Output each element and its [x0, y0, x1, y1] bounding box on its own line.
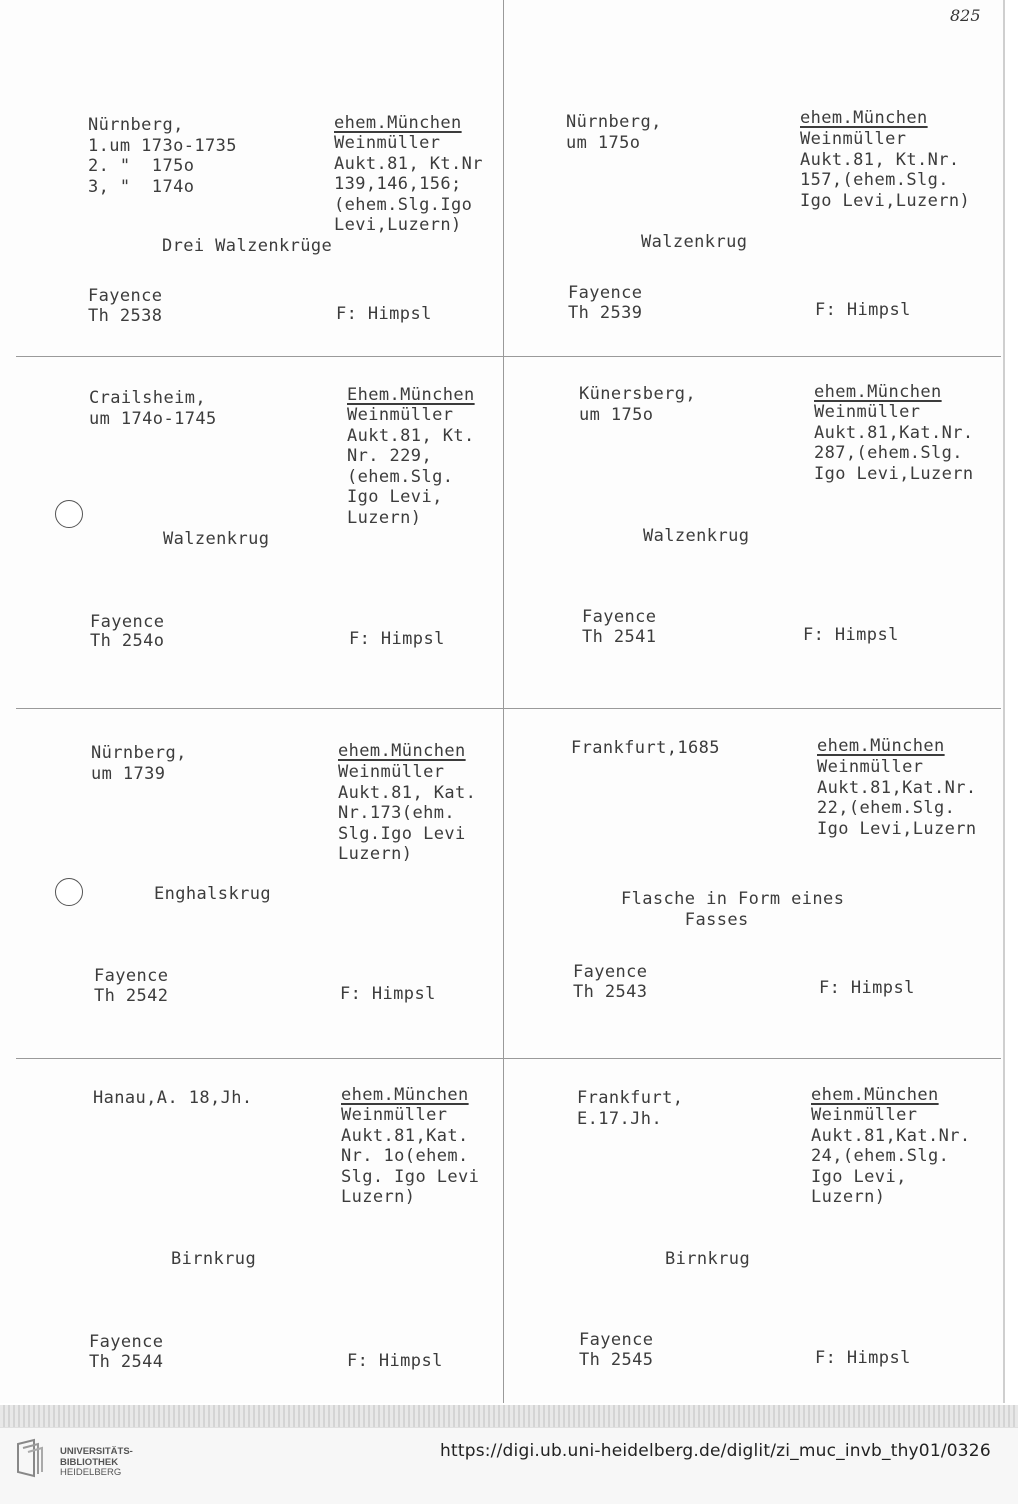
card-inventory-number: Th 2541: [582, 627, 657, 647]
card-material: Fayence: [90, 612, 165, 632]
card-source: Weinmüller Aukt.81,Kat.Nr. 287,(ehem.Slg. Igo Levi,Luzern: [814, 402, 974, 484]
card-source: Weinmüller Aukt.81,Kat. Nr. 1o(ehem. Slg. Igo Levi Luzern): [341, 1105, 480, 1207]
card-source-title: ehem.München: [811, 1085, 939, 1105]
card-photo-credit: F: Himpsl: [340, 984, 436, 1004]
card-place: Künersberg, um 175o: [579, 384, 696, 425]
card-material: Fayence: [94, 966, 169, 986]
card-place: Nürnberg, um 1739: [91, 743, 187, 784]
card-material: Fayence: [582, 607, 657, 627]
card-material: Fayence: [89, 1332, 164, 1352]
card-source-title: ehem.München: [341, 1085, 469, 1105]
card-source-title: ehem.München: [338, 741, 466, 761]
card-material: Fayence: [88, 286, 163, 306]
card-place: Frankfurt, E.17.Jh.: [577, 1088, 684, 1129]
card-photo-credit: F: Himpsl: [819, 978, 915, 998]
card-source: Weinmüller Aukt.81, Kt.Nr. 157,(ehem.Slg. Igo Levi,Luzern): [800, 129, 971, 211]
card-inventory-number: Th 2543: [573, 982, 648, 1002]
card-photo-credit: F: Himpsl: [349, 629, 445, 649]
card-place: Nürnberg, um 175o: [566, 112, 662, 153]
card-photo-credit: F: Himpsl: [336, 304, 432, 324]
card-object: Birnkrug: [665, 1249, 751, 1269]
row-divider-2: [16, 708, 1001, 709]
card-object: Walzenkrug: [641, 232, 748, 252]
card-inventory-number: Th 2542: [94, 986, 169, 1006]
card-source: Weinmüller Aukt.81, Kt. Nr. 229, (ehem.Slg. Igo Levi, Luzern): [347, 405, 475, 528]
card-source-title: ehem.München: [817, 736, 945, 756]
card-object: Walzenkrug: [643, 526, 750, 546]
card-place: Hanau,A. 18,Jh.: [93, 1088, 253, 1108]
page-number: 825: [950, 6, 981, 25]
card-photo-credit: F: Himpsl: [347, 1351, 443, 1371]
card-place: Crailsheim, um 174o-1745: [89, 388, 217, 429]
card-inventory-number: Th 2544: [89, 1352, 164, 1372]
card-inventory-number: Th 254o: [90, 631, 165, 651]
card-place: Nürnberg, 1.um 173o-1735 2. " 175o 3, " 174o: [88, 115, 237, 197]
card-photo-credit: F: Himpsl: [803, 625, 899, 645]
card-object: Walzenkrug: [163, 529, 270, 549]
page-url-link[interactable]: https://digi.ub.uni-heidelberg.de/diglit/zi_muc_invb_thy01/0326: [440, 1441, 991, 1461]
card-inventory-number: Th 2539: [568, 303, 643, 323]
card-source: Weinmüller Aukt.81,Kat.Nr. 22,(ehem.Slg. Igo Levi,Luzern: [817, 757, 977, 839]
card-place: Frankfurt,1685: [571, 738, 720, 758]
card-material: Fayence: [568, 283, 643, 303]
card-object: Enghalskrug: [154, 884, 271, 904]
card-object: Drei Walzenkrüge: [162, 236, 333, 256]
card-source-title: ehem.München: [800, 108, 928, 128]
card-source-title: Ehem.München: [347, 385, 475, 405]
library-logo-text: UNIVERSITÄTS- BIBLIOTHEK HEIDELBERG: [60, 1446, 133, 1478]
card-source-title: ehem.München: [334, 113, 462, 133]
card-photo-credit: F: Himpsl: [815, 1348, 911, 1368]
card-source: Weinmüller Aukt.81,Kat.Nr. 24,(ehem.Slg. Igo Levi, Luzern): [811, 1105, 971, 1207]
card-object: Birnkrug: [171, 1249, 257, 1269]
punch-hole: [55, 878, 83, 906]
card-material: Fayence: [573, 962, 648, 982]
card-object: Flasche in Form eines Fasses: [621, 889, 845, 930]
column-divider: [503, 0, 504, 1403]
card-source-title: ehem.München: [814, 382, 942, 402]
card-inventory-number: Th 2545: [579, 1350, 654, 1370]
row-divider-1: [16, 356, 1001, 357]
card-inventory-number: Th 2538: [88, 306, 163, 326]
card-material: Fayence: [579, 1330, 654, 1350]
library-logo-icon: [14, 1438, 52, 1478]
card-photo-credit: F: Himpsl: [815, 300, 911, 320]
card-source: Weinmüller Aukt.81, Kt.Nr 139,146,156; (ehem.Slg.Igo Levi,Luzern): [334, 133, 483, 235]
footer-bar: [0, 1427, 1018, 1504]
punch-hole: [55, 500, 83, 528]
scan-edge-strip: [0, 1405, 1018, 1427]
card-source: Weinmüller Aukt.81, Kat. Nr.173(ehm. Slg.Igo Levi Luzern): [338, 762, 477, 864]
row-divider-3: [16, 1058, 1001, 1059]
